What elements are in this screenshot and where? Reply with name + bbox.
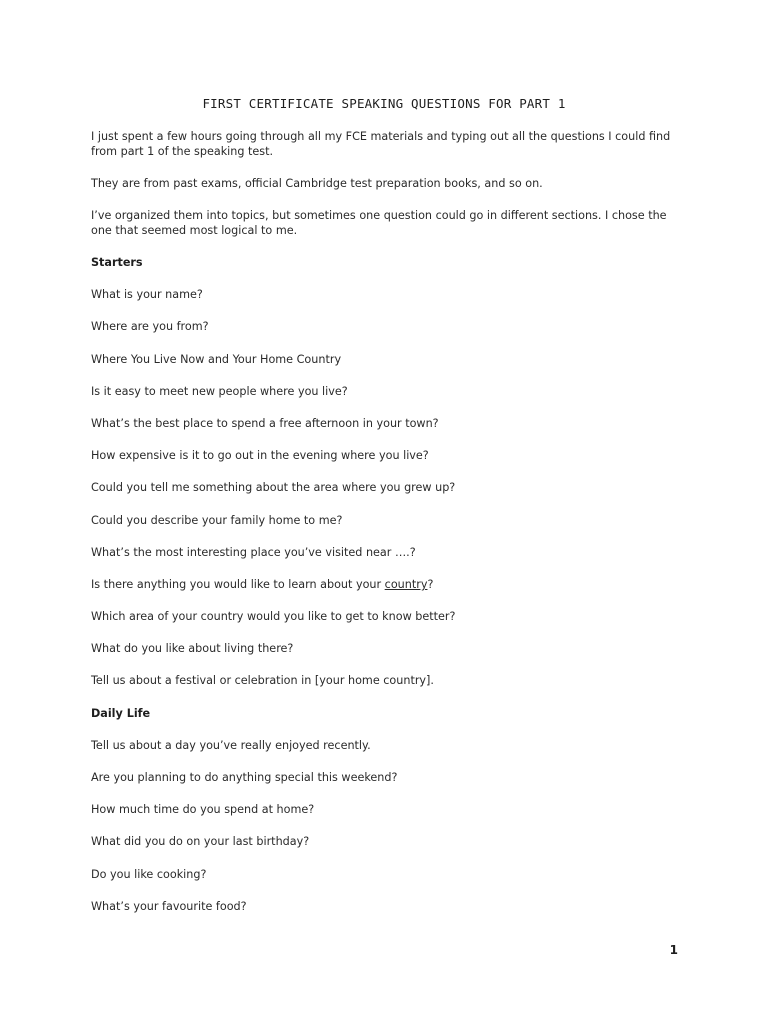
question-item: Where You Live Now and Your Home Country: [91, 352, 342, 366]
question-item: What did you do on your last birthday?: [91, 835, 310, 849]
page-number: 1: [669, 943, 678, 957]
section-heading-starters: Starters: [91, 256, 143, 269]
country-link[interactable]: country: [384, 577, 428, 591]
intro-paragraph: I’ve organized them into topics, but sometimes one question could go in different sections. I chose the one that seemed most logical to me.: [91, 209, 667, 237]
question-item: What’s the best place to spend a free afternoon in your town?: [91, 416, 439, 430]
question-item: Could you describe your family home to me?: [91, 513, 343, 527]
question-item: Is it easy to meet new people where you live?: [91, 384, 348, 398]
page-title: FIRST CERTIFICATE SPEAKING QUESTIONS FOR PART 1: [202, 96, 566, 111]
question-item: Tell us about a day you’ve really enjoyed recently.: [91, 738, 371, 752]
question-item: Tell us about a festival or celebration in [your home country].: [91, 674, 434, 688]
question-mark: ?: [427, 577, 434, 591]
question-item: Which area of your country would you like to get to know better?: [91, 610, 456, 624]
document-body: [91, 129, 683, 931]
question-item: [91, 577, 683, 592]
question-text: Is there anything you would like to learn about your: [91, 577, 385, 591]
question-item: What is your name?: [91, 288, 203, 302]
intro-paragraph: I just spent a few hours going through all my FCE materials and typing out all the questions I could find from part 1 of the speaking test.: [91, 130, 671, 158]
question-item: How much time do you spend at home?: [91, 803, 315, 817]
question-item: Could you tell me something about the area where you grew up?: [91, 481, 456, 495]
question-item: Do you like cooking?: [91, 867, 207, 881]
section-heading-daily-life: Daily Life: [91, 706, 151, 720]
question-item: What’s the most interesting place you’ve visited near ….?: [91, 545, 416, 559]
question-item: How expensive is it to go out in the evening where you live?: [91, 449, 429, 463]
intro-paragraph: They are from past exams, official Cambridge test preparation books, and so on.: [91, 177, 543, 190]
question-item: Are you planning to do anything special this weekend?: [91, 771, 398, 784]
question-item: What’s your favourite food?: [91, 899, 247, 913]
question-item: What do you like about living there?: [91, 642, 294, 656]
question-item: Where are you from?: [91, 320, 209, 334]
